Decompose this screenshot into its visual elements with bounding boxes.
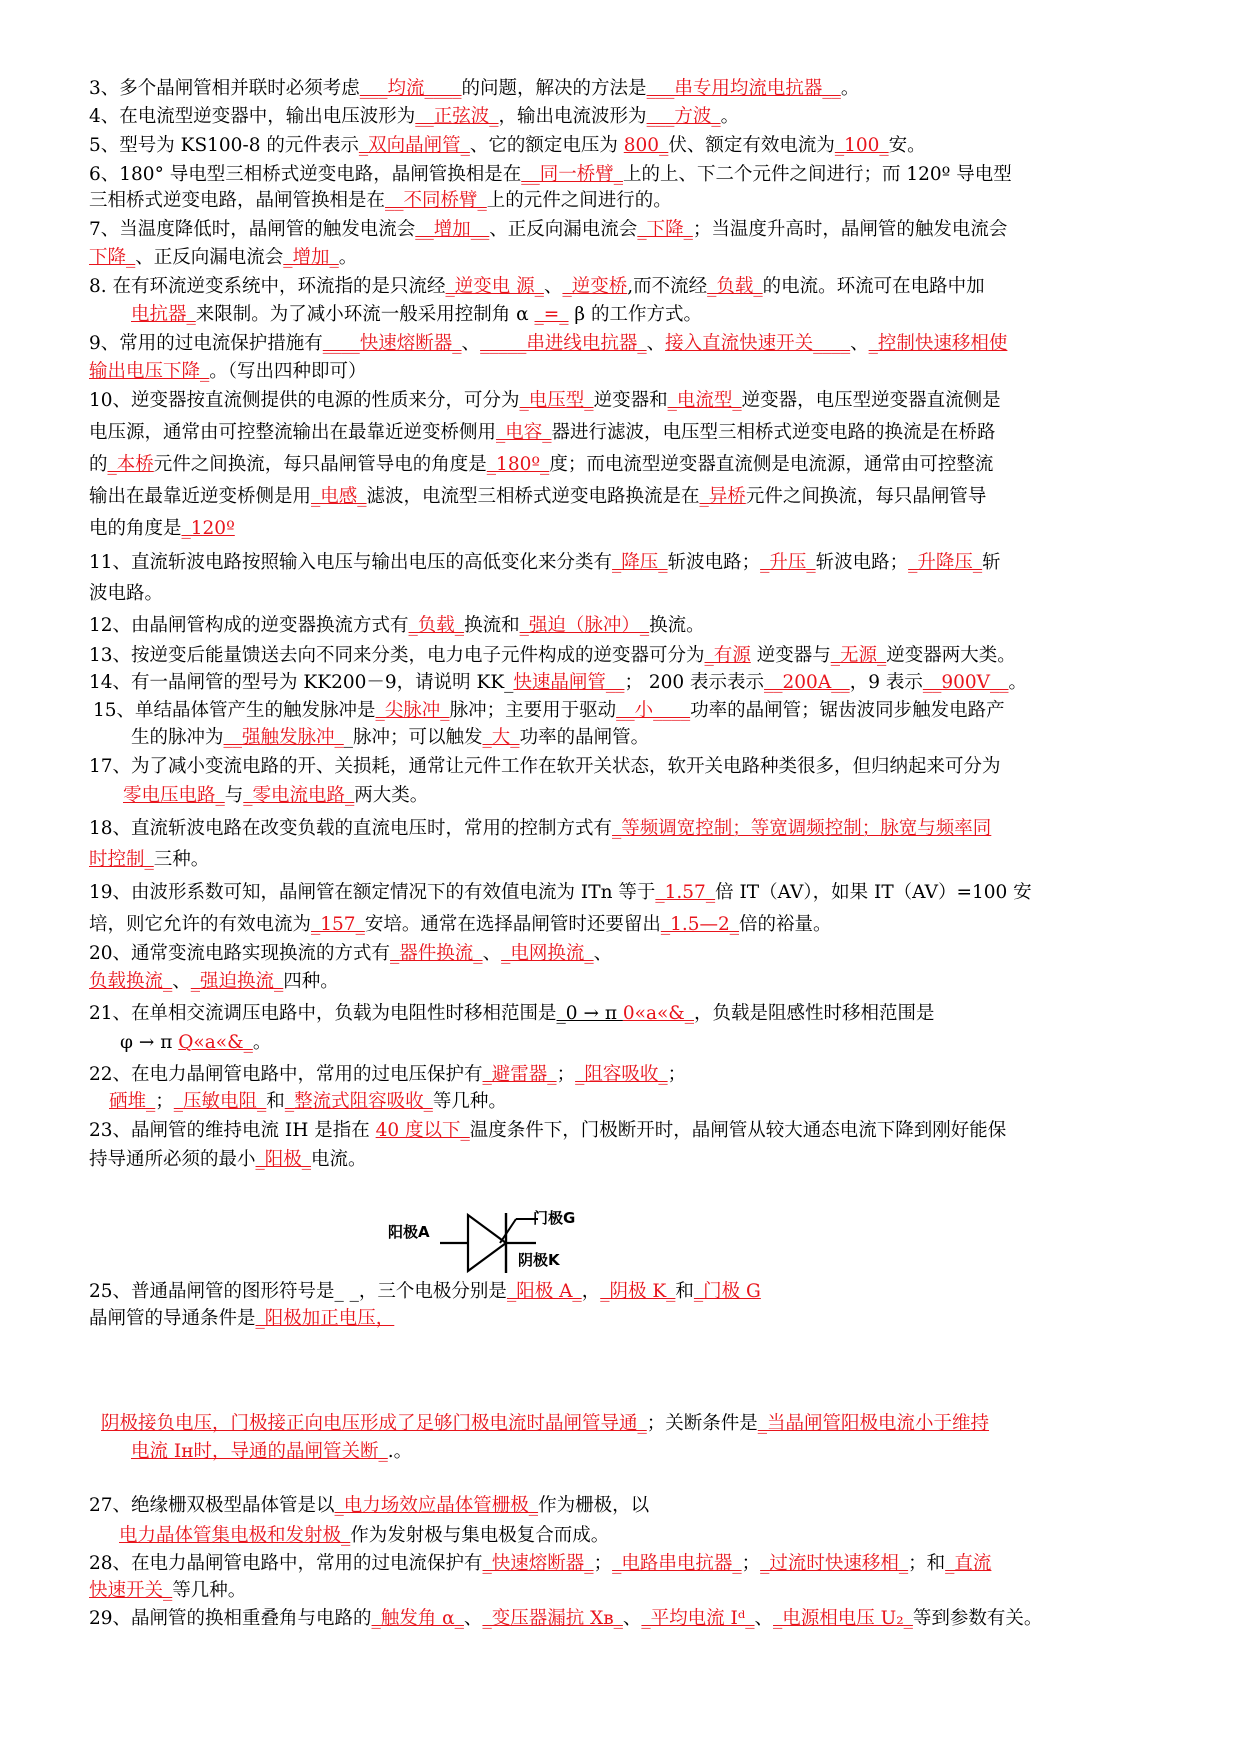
answer-text: _100_	[834, 135, 889, 156]
answer-text: _触发角 α_	[371, 1608, 464, 1629]
answer-text: 电流 Iʜ时，导通的晶闸管关断_	[131, 1441, 388, 1462]
answer-text: _电流型_	[667, 390, 742, 411]
text-line	[89, 1118, 1006, 1144]
answer-text: 下降_	[89, 247, 136, 268]
text-line	[89, 880, 1032, 906]
question-text: 6、180° 导电型三相桥式逆变电路，晶闸管换相是在	[89, 164, 522, 185]
answer-text: _双向晶闸管_	[358, 135, 470, 156]
question-text: 换流。	[649, 615, 705, 636]
answer-text: _____串进线电抗器_	[480, 333, 647, 354]
question-text: ； 200 表示表示	[624, 672, 765, 693]
answer-text: _器件换流_	[390, 943, 483, 964]
answer-text: ____快速熔断器_	[322, 333, 462, 354]
answer-text: _本桥	[107, 454, 154, 475]
answer-text: _尖脉冲_	[375, 700, 450, 721]
answer-text: _1.5—2_	[660, 914, 740, 935]
question-text: 。	[1008, 672, 1028, 693]
question-text: 上的上、下二个元件之间进行；而 120º 导电型	[622, 164, 1012, 185]
answer-text: _整流式阻容吸收_	[284, 1091, 433, 1112]
text-line	[120, 1030, 271, 1056]
text-line	[109, 1089, 507, 1115]
question-text: 5、型号为 KS100-8 的元件表示	[89, 135, 359, 156]
answer-text: 快速开关_	[89, 1580, 173, 1601]
answer-text: _等频调宽控制；等宽调频控制；脉宽与频率同	[612, 818, 992, 839]
answer-text: _逆变电 源_	[445, 276, 544, 297]
answer-text: 0«a«&_	[622, 1003, 695, 1024]
text-line	[89, 76, 859, 102]
question-text: 11、直流斩波电路按照输入电压与输出电压的高低变化来分类有	[89, 552, 613, 573]
question-text: 功率的晶闸管；锯齿波同步触发电路产	[690, 700, 1005, 721]
question-text: 。	[720, 106, 740, 127]
question-text: 18、直流斩波电路在改变负载的直流电压时，常用的控制方式有	[89, 818, 613, 839]
question-text: 与	[224, 785, 244, 806]
answer-text: _负载_	[707, 276, 763, 297]
question-text: 温度条件下，门极断开时，晶闸管从较大通态电流下降到刚好能保	[469, 1120, 1007, 1141]
question-text: 。（写出四种即可）	[209, 361, 367, 382]
question-text: 、正反向漏电流会	[135, 247, 284, 268]
question-text: 持导通所必须的最小	[89, 1149, 256, 1170]
question-text: 15、单结晶体管产生的触发脉冲是	[93, 700, 376, 721]
text-line	[89, 941, 612, 967]
question-text: ；	[667, 1064, 687, 1085]
question-text: 倍 IT（AV），如果 IT（AV）=100 安	[715, 882, 1032, 903]
question-text: 的电流。环流可在电路中加	[762, 276, 985, 297]
answer-text: _电网换流_	[501, 943, 594, 964]
question-text: 、	[850, 333, 869, 354]
question-text: 脉冲；主要用于驱动	[449, 700, 617, 721]
question-text: 作为栅极，以	[538, 1495, 650, 1516]
answer-text: ___串专用均流电抗器__	[646, 78, 841, 99]
text-line	[89, 816, 991, 842]
question-text: _脉冲；可以触发	[343, 727, 483, 748]
answer-text: _阳极_	[255, 1149, 312, 1170]
answer-text: _升降压_	[908, 552, 983, 573]
text-line	[89, 1306, 394, 1332]
text-line	[89, 1062, 686, 1088]
answer-text: _电压型_	[519, 390, 594, 411]
text-line	[89, 516, 235, 542]
answer-text: _1.57_	[655, 882, 716, 903]
question-text: 8. 在有环流逆变系统中，环流指的是只流经	[89, 276, 446, 297]
question-text: 。	[338, 247, 358, 268]
text-line	[89, 133, 926, 159]
text-line	[89, 484, 986, 510]
question-text: 来限制。为了减小环流一般采用控制角 α	[195, 304, 535, 325]
question-text: 培，则它允许的有效电流为	[89, 914, 312, 935]
answer-text: _电感_	[311, 486, 367, 507]
question-text: 4、在电流型逆变器中，输出电压波形为	[89, 106, 416, 127]
answer-text: _逆变桥	[562, 276, 628, 297]
answer-text: _过流时快速移相_	[760, 1553, 909, 1574]
answer-text: _阳极 A_	[506, 1281, 582, 1302]
answer-text: 电抗器_	[131, 304, 196, 325]
answer-text: __增加__	[415, 219, 490, 240]
question-text: .。	[387, 1441, 413, 1462]
text-line	[123, 783, 428, 809]
text-line	[93, 698, 1005, 724]
text-line	[89, 104, 739, 130]
question-text: 20、通常变流电路实现换流的方式有	[89, 943, 391, 964]
answer-text: 接入直流快速开关____	[665, 333, 851, 354]
text-line	[89, 1606, 1042, 1632]
question-text: 、它的额定电压为	[469, 135, 624, 156]
answer-text: _压敏电阻_	[173, 1091, 267, 1112]
question-text: 两大类。	[354, 785, 429, 806]
answer-text: _门极 G	[693, 1281, 761, 1302]
question-text: 斩	[982, 552, 1001, 573]
answer-text: _阻容吸收_	[575, 1064, 668, 1085]
question-text: 输出在最靠近逆变桥侧是用	[89, 486, 312, 507]
question-text: 、	[463, 1608, 483, 1629]
answer-text: _快速熔断器_	[482, 1553, 594, 1574]
answer-text: _电容_	[496, 422, 552, 443]
answer-text: 阴极接负电压，门极接正向电压形成了足够门极电流时晶闸管导通_	[101, 1413, 647, 1434]
question-text: 13、按逆变后能量馈送去向不同来分类，电力电子元件构成的逆变器可分为	[89, 645, 705, 666]
question-text: 7、当温度降低时，晶闸管的触发电流会	[89, 219, 416, 240]
text-line	[89, 754, 1001, 780]
text-line	[89, 969, 339, 995]
text-line	[119, 1523, 609, 1549]
question-text: ，	[581, 1281, 601, 1302]
question-text: 斩波电路；	[667, 552, 761, 573]
question-text: 19、由波形系数可知，晶闸管在额定情况下的有效值电流为 ITn 等于	[89, 882, 656, 903]
question-text: 电的角度是	[89, 518, 182, 539]
answer-text: _180º_	[486, 454, 550, 475]
question-text: 3、多个晶闸管相并联时必须考虑	[89, 78, 360, 99]
answer-text: 时控制_	[89, 849, 154, 870]
answer-text: Q«a«&_	[178, 1032, 253, 1053]
question-text: 倍的裕量。	[739, 914, 832, 935]
answer-text: __强触发脉冲_	[223, 727, 344, 748]
text-line	[89, 1578, 246, 1604]
text-line	[89, 452, 993, 478]
question-text: 伏、额定有效电流为	[668, 135, 835, 156]
text-line	[89, 550, 1001, 576]
answer-text: _阴极 K_	[600, 1281, 676, 1302]
question-text: 、	[754, 1608, 774, 1629]
question-text: 12、由晶闸管构成的逆变器换流方式有	[89, 615, 409, 636]
text-line	[89, 274, 985, 300]
question-text: 、	[461, 333, 481, 354]
text-line	[131, 1439, 412, 1465]
answer-text: 快速晶闸管__	[513, 672, 625, 693]
answer-text: __小____	[616, 700, 691, 721]
question-text: 。	[840, 78, 860, 99]
question-text: φ → π	[120, 1032, 179, 1053]
question-text: 、	[482, 943, 502, 964]
answer-text: _零电流电路_	[243, 785, 355, 806]
question-text: 三种。	[153, 849, 210, 870]
question-text: 功率的晶闸管。	[519, 727, 650, 748]
answer-text: _变压器漏抗 Xʙ_	[482, 1608, 623, 1629]
question-text: 电流。	[311, 1149, 367, 1170]
question-text: 生的脉冲为	[131, 727, 224, 748]
question-text: ，负载是阻感性时移相范围是	[694, 1003, 935, 1024]
question-text: 25、普通晶闸管的图形符号是_ _，三个电极分别是	[89, 1281, 507, 1302]
answer-text: _强迫换流_	[190, 971, 284, 992]
answer-text: 输出电压下降_	[89, 361, 210, 382]
answer-text: 硒堆_	[109, 1091, 156, 1112]
question-text: 28、在电力晶闸管电路中，常用的过电流保护有	[89, 1553, 483, 1574]
question-text: 、	[543, 276, 563, 297]
answer-text: ___均流____	[359, 78, 462, 99]
answer-text: 电力晶体管集电极和发射极_	[119, 1525, 351, 1546]
question-text: 、	[622, 1608, 642, 1629]
answer-text: _电源相电压 U₂_	[773, 1608, 913, 1629]
question-text: 和	[675, 1281, 694, 1302]
gate-label: 门极G	[533, 1209, 576, 1227]
answer-text: _157_	[311, 914, 365, 935]
answer-text: _平均电流 Iᵈ_	[641, 1608, 755, 1629]
answer-text: _下降_	[637, 219, 693, 240]
question-text: 滤波，电流型三相桥式逆变电路换流是在	[366, 486, 700, 507]
question-text: 四种。	[283, 971, 339, 992]
question-text: 等到参数有关。	[912, 1608, 1043, 1629]
question-text: 10、逆变器按直流侧提供的电源的性质来分，可分为	[89, 390, 520, 411]
question-text: 上的元件之间进行的。	[486, 190, 672, 211]
question-text: ；当温度升高时，晶闸管的触发电流会	[692, 219, 1008, 240]
question-text: 斩波电路；	[815, 552, 909, 573]
answer-text: _大_	[482, 727, 520, 748]
text-line	[89, 245, 357, 271]
question-text: 逆变器，电压型逆变器直流侧是	[741, 390, 1001, 411]
question-text: 波电路。	[89, 583, 164, 604]
question-text: 逆变器两大类。	[886, 645, 1016, 666]
answer-text: _强迫（脉冲）_	[519, 615, 650, 636]
answer-text: __900V__	[922, 672, 1009, 693]
text-line	[89, 388, 1001, 414]
question-text: 三相桥式逆变电路，晶闸管换相是在	[89, 190, 386, 211]
answer-text: _控制快速移相使	[868, 333, 1008, 354]
text-line	[89, 1001, 935, 1027]
question-text: 安。	[888, 135, 926, 156]
question-text: 9、常用的过电流保护措施有	[89, 333, 323, 354]
text-line	[89, 847, 209, 873]
question-text: 器进行滤波，电压型三相桥式逆变电路的换流是在桥路	[551, 422, 996, 443]
question-text: ；	[155, 1091, 174, 1112]
question-text: 电压源，通常由可控整流输出在最靠近逆变桥侧用	[89, 422, 497, 443]
text-line	[89, 217, 1007, 243]
answer-text: _阳极加正电压，	[255, 1308, 395, 1329]
answer-text: _无源_	[830, 645, 887, 666]
answer-text: _当晶闸管阳极电流小于维持	[757, 1413, 990, 1434]
question-text: 。	[252, 1032, 272, 1053]
text-line	[89, 420, 996, 446]
text-line	[89, 581, 163, 607]
answer-text: _避雷器_	[482, 1064, 557, 1085]
answer-text: __正弦波_	[415, 106, 499, 127]
text-line	[89, 613, 705, 639]
question-text: 22、在电力晶闸管电路中，常用的过电压保护有	[89, 1064, 483, 1085]
answer-text: 800_	[623, 135, 669, 156]
text-line	[89, 1493, 649, 1519]
text-line	[89, 331, 1007, 357]
question-text: 元件之间换流，每只晶闸管导电的角度是	[153, 454, 487, 475]
question-text: ，输出电流波形为	[498, 106, 647, 127]
answer-text: _电路串电抗器_	[612, 1553, 742, 1574]
question-text: 14、有一晶闸管的型号为 KK200－9，请说明 KK_	[89, 672, 514, 693]
question-text: 度；而电流型逆变器直流侧是电流源，通常由可控整流	[549, 454, 994, 475]
question-text: 逆变器和	[593, 390, 668, 411]
question-text: β 的工作方式。	[568, 304, 703, 325]
question-text: 17、为了减小变流电路的开、关损耗，通常让元件工作在软开关状态，软开关电路种类很多，但归纳起来可分为	[89, 756, 1001, 777]
question-text: 安培。通常在选择晶闸管时还要留出	[364, 914, 661, 935]
text-line	[131, 725, 649, 751]
answer-text: _降压_	[612, 552, 668, 573]
answer-text: 负载换流_	[89, 971, 173, 992]
question-text: 逆变器与	[750, 645, 831, 666]
question-text: ；和	[908, 1553, 946, 1574]
answer-text: _增加_	[283, 247, 339, 268]
question-text: 元件之间换流，每只晶闸管导	[745, 486, 987, 507]
question-text: _0 → π	[556, 1003, 623, 1024]
question-text: 27、绝缘栅双极型晶体管是以	[89, 1495, 335, 1516]
question-text: 的	[89, 454, 108, 475]
question-text: 21、在单相交流调压电路中，负载为电阻性时移相范围是	[89, 1003, 557, 1024]
question-text: 晶闸管的导通条件是	[89, 1308, 256, 1329]
answer-text: 零电压电路_	[123, 785, 225, 806]
answer-text: ___方波_	[646, 106, 721, 127]
cathode-label: 阴极K	[518, 1251, 560, 1269]
text-line	[89, 359, 367, 385]
question-text: 、正反向漏电流会	[489, 219, 638, 240]
text-line	[89, 912, 832, 938]
text-line	[89, 1147, 367, 1173]
question-text: 和	[266, 1091, 285, 1112]
answer-text: __同一桥臂_	[521, 164, 623, 185]
question-text: 、	[646, 333, 666, 354]
text-line	[89, 670, 1027, 696]
text-line	[89, 188, 672, 214]
question-text: 、	[593, 943, 613, 964]
question-text: 29、晶闸管的换相重叠角与电路的	[89, 1608, 372, 1629]
question-text: ，9 表示	[849, 672, 923, 693]
answer-text: _电力场效应晶体管栅极_	[334, 1495, 539, 1516]
question-text: ；关断条件是	[646, 1413, 758, 1434]
question-text: ；	[556, 1064, 576, 1085]
question-text: ；	[593, 1553, 613, 1574]
text-line	[89, 1551, 991, 1577]
answer-text: 40 度以下_	[375, 1120, 470, 1141]
question-text: ；	[741, 1553, 761, 1574]
answer-text: _=_	[534, 304, 569, 325]
answer-text: __不同桥臂_	[385, 190, 487, 211]
anode-label: 阳极A	[388, 1223, 430, 1241]
thyristor-symbol	[388, 1197, 588, 1291]
question-text: 换流和	[464, 615, 520, 636]
answer-text: _直流	[945, 1553, 992, 1574]
question-text: 等几种。	[432, 1091, 507, 1112]
text-line	[89, 162, 1012, 188]
question-text: 的问题，解决的方法是	[461, 78, 647, 99]
answer-text: _升压_	[760, 552, 816, 573]
answer-text: __200A__	[764, 672, 850, 693]
question-text: 作为发射极与集电极复合而成。	[350, 1525, 610, 1546]
answer-text: _有源	[704, 645, 751, 666]
question-text: 、	[172, 971, 191, 992]
text-line	[101, 1411, 989, 1437]
answer-text: _负载_	[408, 615, 465, 636]
question-text: ,而不流经	[627, 276, 708, 297]
question-text: 等几种。	[172, 1580, 247, 1601]
answer-text: _120º	[181, 518, 235, 539]
answer-text: _异桥	[699, 486, 746, 507]
text-line	[89, 643, 1016, 669]
question-text: 23、晶闸管的维持电流 IH 是指在	[89, 1120, 376, 1141]
text-line	[131, 302, 702, 328]
